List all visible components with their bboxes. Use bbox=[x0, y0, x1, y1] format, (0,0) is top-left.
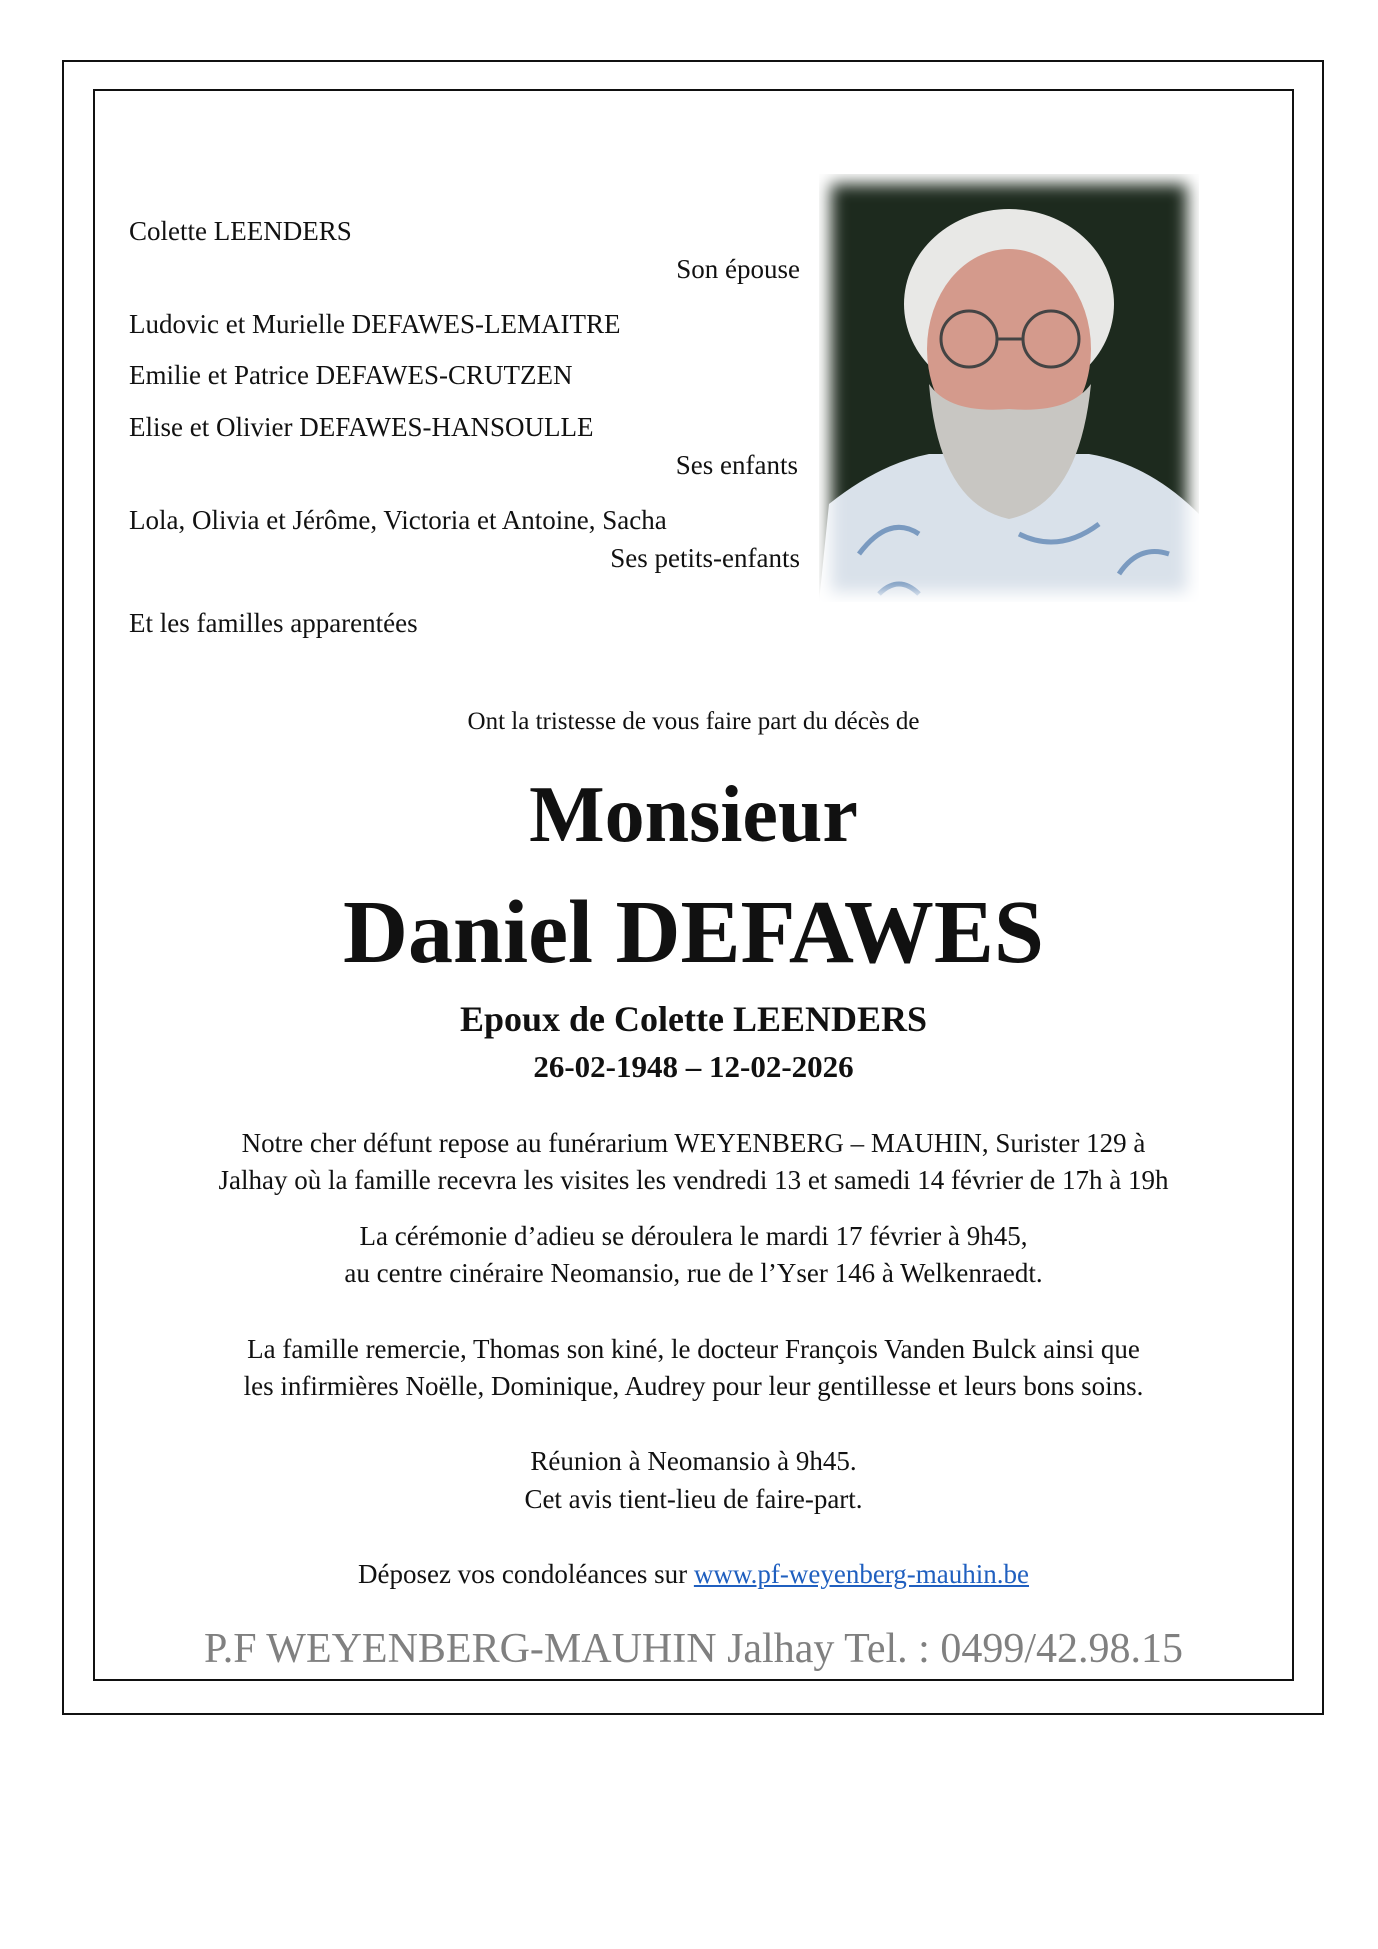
deceased-title: Monsieur bbox=[529, 771, 858, 859]
ceremony-line-1: La cérémonie d’adieu se déroulera le mardi 17 février à 9h45, bbox=[359, 1221, 1028, 1251]
life-dates: 26-02-1948 – 12-02-2026 bbox=[533, 1049, 854, 1084]
funeral-home-footer: P.F WEYENBERG-MAUHIN Jalhay Tel. : 0499/42.98.15 bbox=[204, 1626, 1183, 1672]
spouse-name: Colette LEENDERS bbox=[129, 216, 352, 246]
meeting-line: Réunion à Neomansio à 9h45. bbox=[530, 1446, 857, 1476]
spouse-label: Son épouse bbox=[676, 254, 800, 284]
spouse-of: Epoux de Colette LEENDERS bbox=[459, 999, 928, 1039]
visit-line-2: Jalhay où la famille recevra les visites les vendredi 13 et samedi 14 février de 17h à 19h bbox=[218, 1165, 1169, 1195]
condolences bbox=[93, 1561, 1294, 1588]
grandchildren-label: Ses petits-enfants bbox=[610, 543, 800, 573]
child-3: Elise et Olivier DEFAWES-HANSOULLE bbox=[129, 412, 594, 442]
thanks-line-2: les infirmières Noëlle, Dominique, Audrey pour leur gentillesse et leurs bons soins. bbox=[243, 1371, 1144, 1401]
visit-line-1: Notre cher défunt repose au funérarium WEYENBERG – MAUHIN, Surister 129 à bbox=[241, 1128, 1146, 1158]
portrait-photo bbox=[819, 174, 1199, 602]
deceased-name: Daniel DEFAWES bbox=[343, 883, 1044, 982]
ceremony-line-2: au centre cinéraire Neomansio, rue de l’Yser 146 à Welkenraedt. bbox=[344, 1258, 1043, 1288]
condolences-link[interactable]: www.pf-weyenberg-mauhin.be bbox=[693, 1559, 1030, 1589]
relatives: Et les familles apparentées bbox=[129, 608, 418, 638]
grandchildren: Lola, Olivia et Jérôme, Victoria et Antoine, Sacha bbox=[129, 505, 667, 535]
notice-line: Cet avis tient-lieu de faire-part. bbox=[524, 1484, 863, 1514]
announcement: Ont la tristesse de vous faire part du décès de bbox=[467, 708, 920, 735]
condolences-text: Déposez vos condoléances sur bbox=[357, 1559, 694, 1589]
child-2: Emilie et Patrice DEFAWES-CRUTZEN bbox=[129, 360, 573, 390]
thanks-line-1: La famille remercie, Thomas son kiné, le docteur François Vanden Bulck ainsi que bbox=[247, 1334, 1140, 1364]
children-label: Ses enfants bbox=[675, 450, 798, 480]
child-1: Ludovic et Murielle DEFAWES-LEMAITRE bbox=[129, 309, 621, 339]
